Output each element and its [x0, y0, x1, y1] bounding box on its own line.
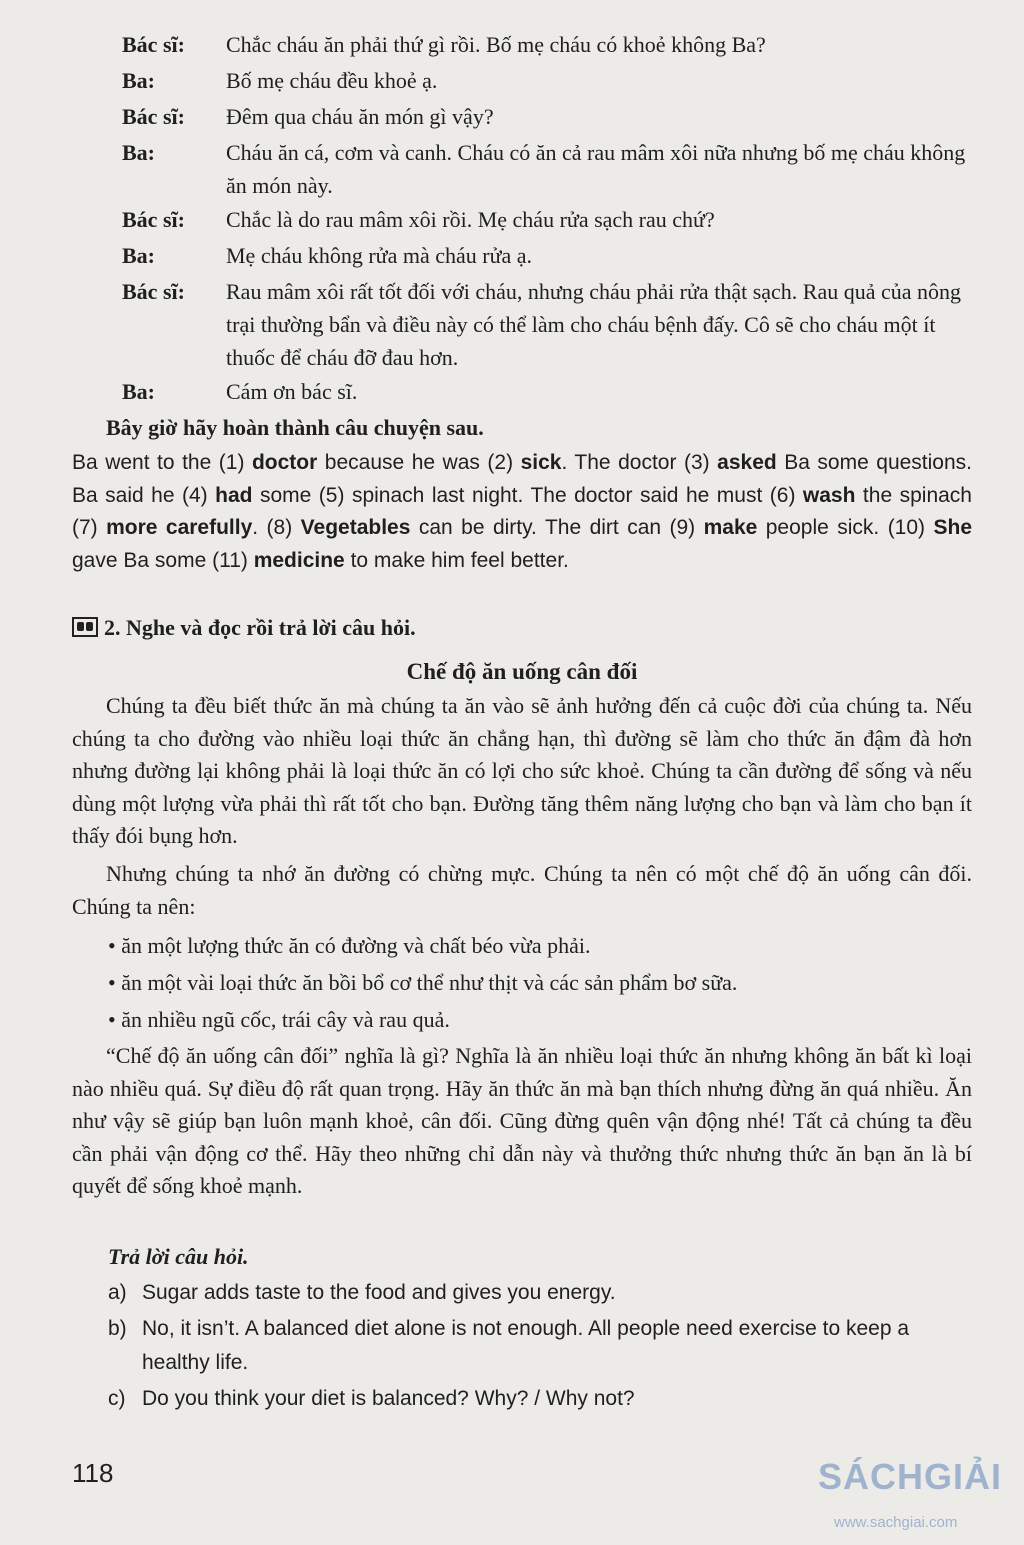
article-paragraph: “Chế độ ăn uống cân đối” nghĩa là gì? Nghĩa là ăn nhiều loại thức ăn nhưng không ăn bất kì loại nào nhiều quá. Sự điều độ rất quan trọng. Hãy ăn thức ăn mà bạn thích nhưng đừng ăn quá nhiều. Ăn như vậy sẽ giúp bạn luôn mạnh khoẻ, cân đối. Cũng đừng quên vận động nhé! Tất cả chúng ta đều cần phải vận động cơ thể. Hãy theo những chỉ dẫn này và thưởng thức nhưng thức ăn bạn ăn là bí quyết để sống khoẻ mạnh. — [72, 1043, 972, 1198]
story-text: can be dirty. The dirt can (9) — [410, 516, 704, 539]
story-answer: medicine — [253, 548, 345, 572]
story-text: people sick. (10) — [757, 516, 934, 539]
speaker-label: Ba: — [122, 243, 155, 268]
dialogue-line — [122, 375, 982, 408]
answer-item: c) Do you think your diet is balanced? Why? / Why not? — [108, 1387, 635, 1410]
section-heading-text: 2. Nghe và đọc rồi trả lời câu hỏi. — [104, 615, 416, 640]
dialogue-line — [122, 275, 982, 374]
dialogue-text: Cháu ăn cá, cơm và canh. Cháu có ăn cả rau mâm xôi nữa nhưng bố mẹ cháu không ăn món này. — [226, 140, 966, 198]
story-answer: had — [215, 483, 253, 507]
speaker-label: Ba: — [122, 68, 155, 93]
article-paragraph: Chúng ta đều biết thức ăn mà chúng ta ăn vào sẽ ảnh hưởng đến cả cuộc đời của chúng ta. Nếu chúng ta cho đường vào nhiều loại thức ăn chẳng hạn, thì đường sẽ làm cho thức ăn đậm đà hơn nhưng đường lại không phải là loại thức ăn có lợi cho sức khoẻ. Chúng ta cần đường để sống và nếu dùng một lượng vừa phải thì rất tốt cho bạn. Đường tăng thêm năng lượng cho bạn và làm cho bạn ít thấy đói bụng hơn. — [72, 693, 972, 848]
story-answer: She — [933, 516, 972, 539]
dialogue-line — [122, 136, 982, 202]
page-number: 118 — [72, 1458, 114, 1488]
dialogue-line — [122, 100, 982, 133]
dialogue-text: Rau mâm xôi rất tốt đối với cháu, nhưng cháu phải rửa thật sạch. Rau quả của nông trại thường bẩn và điều này có thể làm cho cháu bệnh đấy. Cô sẽ cho cháu một ít thuốc để cháu đỡ đau hơn. — [226, 279, 962, 370]
speaker-label: Bác sĩ: — [122, 207, 185, 232]
speaker-label: Bác sĩ: — [122, 32, 185, 57]
article-title: Chế độ ăn uống cân đối — [406, 659, 638, 684]
speaker-label: Bác sĩ: — [122, 279, 185, 304]
story-answer: doctor — [251, 451, 318, 474]
speaker-label: Bác sĩ: — [122, 104, 185, 129]
story-text: . (8) — [252, 516, 301, 539]
story-answer: sick — [520, 451, 562, 474]
section-heading — [72, 612, 972, 645]
speaker-label: Ba: — [122, 379, 155, 404]
dialogue-text: Chắc là do rau mâm xôi rồi. Mẹ cháu rửa sạch rau chứ? — [226, 207, 715, 232]
story-text: some (5) spinach last night. The doctor said he must (6) — [252, 483, 803, 507]
dialogue-line — [122, 203, 982, 236]
story-text: gave Ba some (11) — [72, 548, 254, 572]
story-text: Ba some questions. Ba said he (4) — [72, 451, 972, 507]
answer-item: a) Sugar adds taste to the food and gives you energy. — [108, 1281, 616, 1304]
story-text: Ba went to the (1) — [72, 451, 252, 474]
article-paragraph: Nhưng chúng ta nhớ ăn đường có chừng mực. Chúng ta nên có một chế độ ăn uống cân đối. Chúng ta nên: — [72, 861, 972, 919]
watermark-brand: SÁCHGIẢI — [818, 1456, 1003, 1497]
story-text: to make him feel better. — [344, 548, 569, 572]
story-answer: make — [703, 516, 758, 539]
answer-item: b) No, it isn’t. A balanced diet alone is not enough. All people need exercise to keep a healthy life. — [108, 1317, 910, 1374]
dialogue-text: Bố mẹ cháu đều khoẻ ạ. — [226, 68, 438, 93]
dialogue-line — [122, 28, 982, 61]
dialogue-text: Chắc cháu ăn phải thứ gì rồi. Bố mẹ cháu có khoẻ không Ba? — [226, 32, 766, 57]
headphones-icon — [72, 617, 98, 637]
story-paragraph — [72, 447, 972, 577]
story-text: . The doctor (3) — [561, 451, 718, 474]
watermark-logo — [818, 1448, 1018, 1538]
list-item: • ăn nhiều ngũ cốc, trái cây và rau quả. — [108, 1007, 450, 1032]
answer-heading: Trả lời câu hỏi. — [108, 1244, 249, 1269]
story-answer: asked — [717, 451, 777, 474]
story-answer: Vegetables — [300, 516, 411, 539]
list-item: • ăn một lượng thức ăn có đường và chất béo vừa phải. — [108, 933, 591, 958]
dialogue-line — [122, 64, 982, 97]
watermark-url: www.sachgiai.com — [834, 1514, 958, 1531]
story-text: the spinach (7) — [72, 483, 972, 539]
story-answer: more carefully — [106, 516, 253, 539]
dialogue-text: Đêm qua cháu ăn món gì vậy? — [226, 104, 494, 129]
exercise-instruction: Bây giờ hãy hoàn thành câu chuyện sau. — [106, 415, 484, 440]
dialogue-line — [122, 239, 982, 272]
story-answer: wash — [802, 483, 856, 507]
story-text: because he was (2) — [317, 451, 521, 474]
dialogue-text: Mẹ cháu không rửa mà cháu rửa ạ. — [226, 243, 533, 268]
list-item: • ăn một vài loại thức ăn bồi bổ cơ thể như thịt và các sản phẩm bơ sữa. — [108, 970, 738, 995]
dialogue-text: Cám ơn bác sĩ. — [226, 379, 358, 404]
speaker-label: Ba: — [122, 140, 155, 165]
